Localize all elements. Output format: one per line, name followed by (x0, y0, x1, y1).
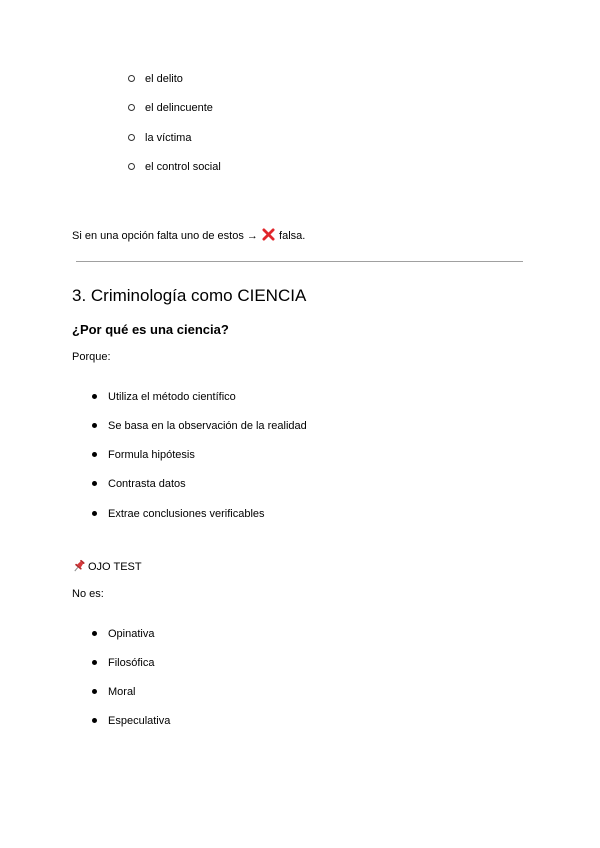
list-item-text: Contrasta datos (108, 478, 186, 490)
list-item (128, 72, 183, 86)
bullet (92, 452, 97, 457)
list-item-text: el delito (145, 73, 183, 85)
test-note-label (72, 560, 142, 574)
list-item (128, 131, 191, 145)
note-text-before: Si en una opción falta uno de estos → (72, 230, 258, 242)
bullet (92, 511, 97, 516)
bullet (92, 689, 97, 694)
bullet (92, 718, 97, 723)
bullet (92, 481, 97, 486)
list-item-text: Formula hipótesis (108, 449, 195, 461)
list-item (128, 160, 221, 174)
section-intro: Porque: (72, 351, 111, 363)
list-item (92, 507, 265, 521)
bullet (92, 423, 97, 428)
list-item-text: Moral (108, 686, 136, 698)
list-item (92, 390, 236, 404)
cross-mark-icon (262, 228, 275, 241)
list-item-text: Opinativa (108, 628, 155, 640)
bullet (92, 660, 97, 665)
list-item (92, 714, 170, 728)
list-item-text: Especulativa (108, 715, 171, 727)
list-item-text: el control social (145, 161, 221, 173)
test-note-text: OJO TEST (88, 561, 142, 573)
section-question: ¿Por qué es una ciencia? (72, 322, 229, 337)
list-item (92, 419, 307, 433)
list-item (128, 101, 213, 115)
bullet (92, 394, 97, 399)
hollow-bullet (128, 163, 135, 170)
list-item (92, 685, 136, 699)
list-item (92, 627, 154, 641)
list-item (92, 656, 154, 670)
pushpin-icon (72, 559, 86, 573)
hollow-bullet (128, 134, 135, 141)
hollow-bullet (128, 104, 135, 111)
bullet (92, 631, 97, 636)
list-item-text: Extrae conclusiones verificables (108, 508, 265, 520)
list-item-text: Utiliza el método científico (108, 391, 236, 403)
list-item (92, 477, 186, 491)
note-text-after: falsa. (279, 230, 306, 242)
hollow-bullet (128, 75, 135, 82)
section-heading: 3. Criminología como CIENCIA (72, 286, 307, 305)
test-note-intro: No es: (72, 588, 104, 600)
list-item-text: la víctima (145, 132, 192, 144)
note-paragraph (72, 226, 305, 243)
list-item-text: Se basa en la observación de la realidad (108, 420, 307, 432)
list-item (92, 448, 195, 462)
list-item-text: el delincuente (145, 102, 213, 114)
list-item-text: Filosófica (108, 657, 155, 669)
horizontal-divider (76, 261, 523, 262)
